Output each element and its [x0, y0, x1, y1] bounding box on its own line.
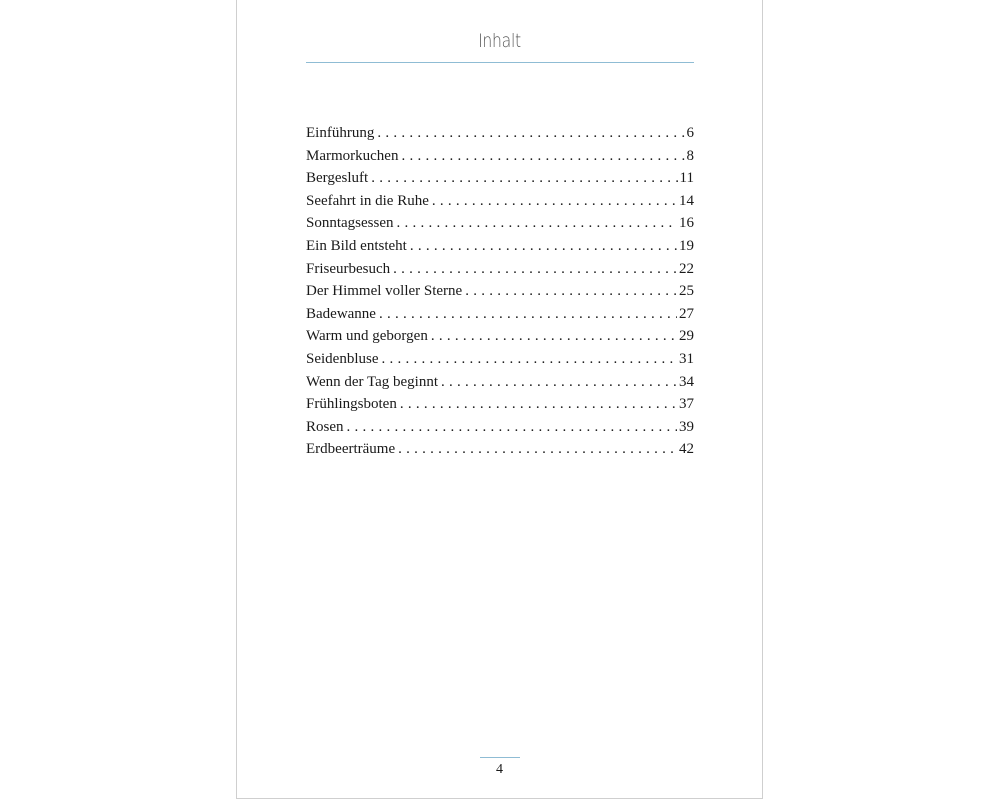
toc-dot-leader	[377, 125, 684, 142]
toc-entry-title: Erdbeerträume	[306, 441, 396, 458]
toc-entry	[306, 148, 694, 171]
toc-entry-page: 25	[679, 283, 694, 300]
toc-entry-title: Sonntagsessen	[306, 215, 394, 232]
toc-dot-leader	[431, 328, 677, 345]
toc-entry-title: Wenn der Tag beginnt	[306, 373, 439, 390]
page-number: 4	[496, 762, 503, 777]
toc-entry-page: 11	[679, 170, 694, 187]
toc-dot-leader	[432, 193, 677, 210]
toc-entry	[306, 125, 694, 148]
toc-dot-leader	[400, 396, 677, 413]
toc-entry-page: 34	[679, 373, 694, 390]
toc-entry-page: 19	[679, 237, 694, 254]
toc-dot-leader	[401, 148, 684, 165]
toc-entry-title: Warm und geborgen	[306, 328, 428, 345]
title-divider	[306, 62, 694, 63]
toc-entry	[306, 261, 694, 284]
toc-entry	[306, 351, 694, 374]
toc-dot-leader	[410, 238, 677, 255]
toc-entry	[306, 374, 694, 397]
document-page	[236, 0, 763, 799]
toc-entry	[306, 328, 694, 351]
toc-dot-leader	[398, 441, 677, 458]
toc-entry-title: Rosen	[306, 418, 344, 435]
toc-entry-title: Einführung	[306, 125, 375, 141]
footer-divider	[480, 757, 520, 758]
toc-entry-page: 14	[679, 192, 694, 209]
toc-entry	[306, 215, 694, 238]
toc-dot-leader	[393, 261, 677, 278]
toc-entry-title: Bergesluft	[306, 170, 369, 187]
toc-entry-title: Der Himmel voller Sterne	[306, 283, 463, 300]
toc-entry	[306, 193, 694, 216]
toc-entry-page: 16	[679, 215, 694, 232]
toc-entry-page: 8	[686, 147, 694, 164]
toc-entry-title: Ein Bild entsteht	[306, 237, 407, 254]
toc-entry-title: Friseurbesuch	[306, 260, 391, 277]
toc-dot-leader	[465, 283, 677, 300]
toc-entry-page: 6	[686, 125, 694, 141]
toc-entry	[306, 441, 694, 464]
toc-entry	[306, 170, 694, 193]
toc-dot-leader	[397, 215, 678, 232]
toc-entry-page: 37	[679, 396, 694, 413]
toc-entry-title: Marmorkuchen	[306, 147, 399, 164]
toc-entry-title: Frühlingsboten	[306, 396, 397, 413]
page-title: Inhalt	[478, 30, 521, 52]
toc-entry	[306, 306, 694, 329]
toc-entry-page: 27	[679, 305, 694, 322]
toc-entry	[306, 419, 694, 442]
toc-entry-page: 39	[679, 418, 694, 435]
toc-entry-title: Badewanne	[306, 305, 376, 322]
toc-entry-page: 22	[679, 260, 694, 277]
toc-entry-title: Seefahrt in die Ruhe	[306, 192, 429, 209]
toc-entry-page: 42	[679, 441, 694, 458]
toc-dot-leader	[382, 351, 678, 368]
table-of-contents	[306, 125, 694, 464]
toc-entry-page: 29	[679, 328, 694, 345]
toc-dot-leader	[347, 419, 678, 436]
toc-entry	[306, 283, 694, 306]
toc-entry-page: 31	[679, 350, 694, 367]
toc-entry	[306, 396, 694, 419]
toc-dot-leader	[371, 170, 677, 187]
toc-entry-title: Seidenbluse	[306, 350, 379, 367]
toc-dot-leader	[441, 374, 677, 391]
toc-dot-leader	[379, 306, 677, 323]
toc-entry	[306, 238, 694, 261]
